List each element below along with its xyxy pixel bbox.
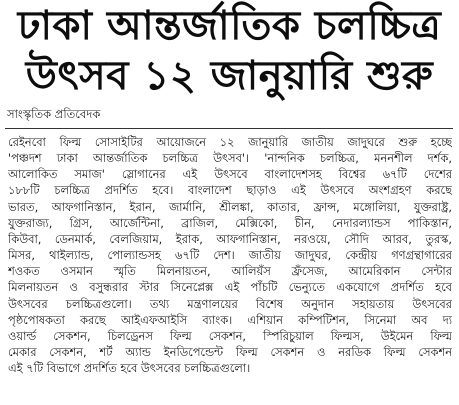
body-line: পৃষ্ঠপোষকতা করছে আইএফআইসি ব্যাংক। এশিয়ান কম্পিটিশন, সিনেমা অব দ্য — [8, 312, 452, 327]
body-line: মিসর, থাইল্যান্ড, পোল্যান্ডসহ ৬৭টি দেশ। জাতীয় জাদুঘর, কেন্দ্রীয় গণগ্রন্থাগারের — [8, 248, 452, 263]
byline-divider — [5, 128, 453, 129]
body-line: ১৮৮টি চলচ্চিত্র প্রদর্শিত হবে। বাংলাদেশ ছাড়াও এই উৎসবে অংশগ্রহণ করছে — [8, 183, 452, 198]
body-line: আলোকিত সমাজ' স্লোগানের এই উৎসবে বাংলাদেশসহ বিশ্বের ৬৭টি দেশের — [8, 167, 452, 182]
body-line: ওয়ার্ল্ড সেকশন, চিলড্রেনস ফিল্ম সেকশন, স্পিরিচুয়াল ফিল্মস, উইমেন ফিল্ম — [8, 328, 452, 343]
headline-line-1: ঢাকা আন্তর্জাতিক চলচ্চিত্র — [17, 3, 442, 49]
article-body — [8, 134, 452, 376]
body-line: কিউবা, ডেনমার্ক, বেলজিয়াম, ইরাক, আফগানিস্তান, নরওয়ে, সৌদি আরব, তুরস্ক, — [8, 231, 452, 246]
headline — [0, 2, 459, 100]
body-line: যুক্তরাজ্য, গ্রিস, আর্জেন্টিনা, ব্রাজিল, মেক্সিকো, চীন, নেদারল্যান্ডস পাকিস্তান, — [8, 215, 452, 230]
headline-line-2: উৎসব ১২ জানুয়ারি শুরু — [25, 53, 434, 99]
body-line: মিলনায়তন ও বসুন্ধরার স্টার সিনেপ্লেক্স এই পাঁচটি ভেন্যুতে একযোগে প্রদর্শিত হবে — [8, 280, 452, 295]
body-line: এই ৭টি বিভাগে প্রদর্শিত হবে উৎসবের চলচ্চিত্রগুলো। — [8, 361, 251, 376]
body-line: উৎসবের চলচ্চিত্রগুলো। তথ্য মন্ত্রণালয়ের বিশেষ অনুদান সহায়তায় উৎসবের — [8, 296, 452, 311]
byline: সাংস্কৃতিক প্রতিবেদক — [7, 107, 101, 121]
body-line: শওকত ওসমান স্মৃতি মিলনায়তন, আলিয়ঁস ফ্রঁসেজ, আমেরিকান সেন্টার — [8, 264, 452, 279]
body-line: 'পঞ্চদশ ঢাকা আন্তর্জাতিক চলচ্চিত্র উৎসব'। 'নান্দনিক চলচ্চিত্র, মননশীল দর্শক, — [8, 151, 452, 166]
body-line: ভারত, আফগানিস্তান, ইরান, জার্মানি, শ্রীলঙ্কা, কাতার, ফ্রান্স, মঙ্গোলিয়া, যুক্তরাষ্ট্র, — [8, 199, 452, 214]
body-line: রেইনবো ফিল্ম সোসাইটির আয়োজনে ১২ জানুয়ারি জাতীয় জাদুঘরে শুরু হচ্ছে — [8, 135, 452, 149]
body-line: মেকার সেকশন, শর্ট অ্যান্ড ইনডিপেন্ডেন্ট ফিল্ম সেকশন ও নরডিক ফিল্ম সেকশন — [8, 345, 452, 360]
